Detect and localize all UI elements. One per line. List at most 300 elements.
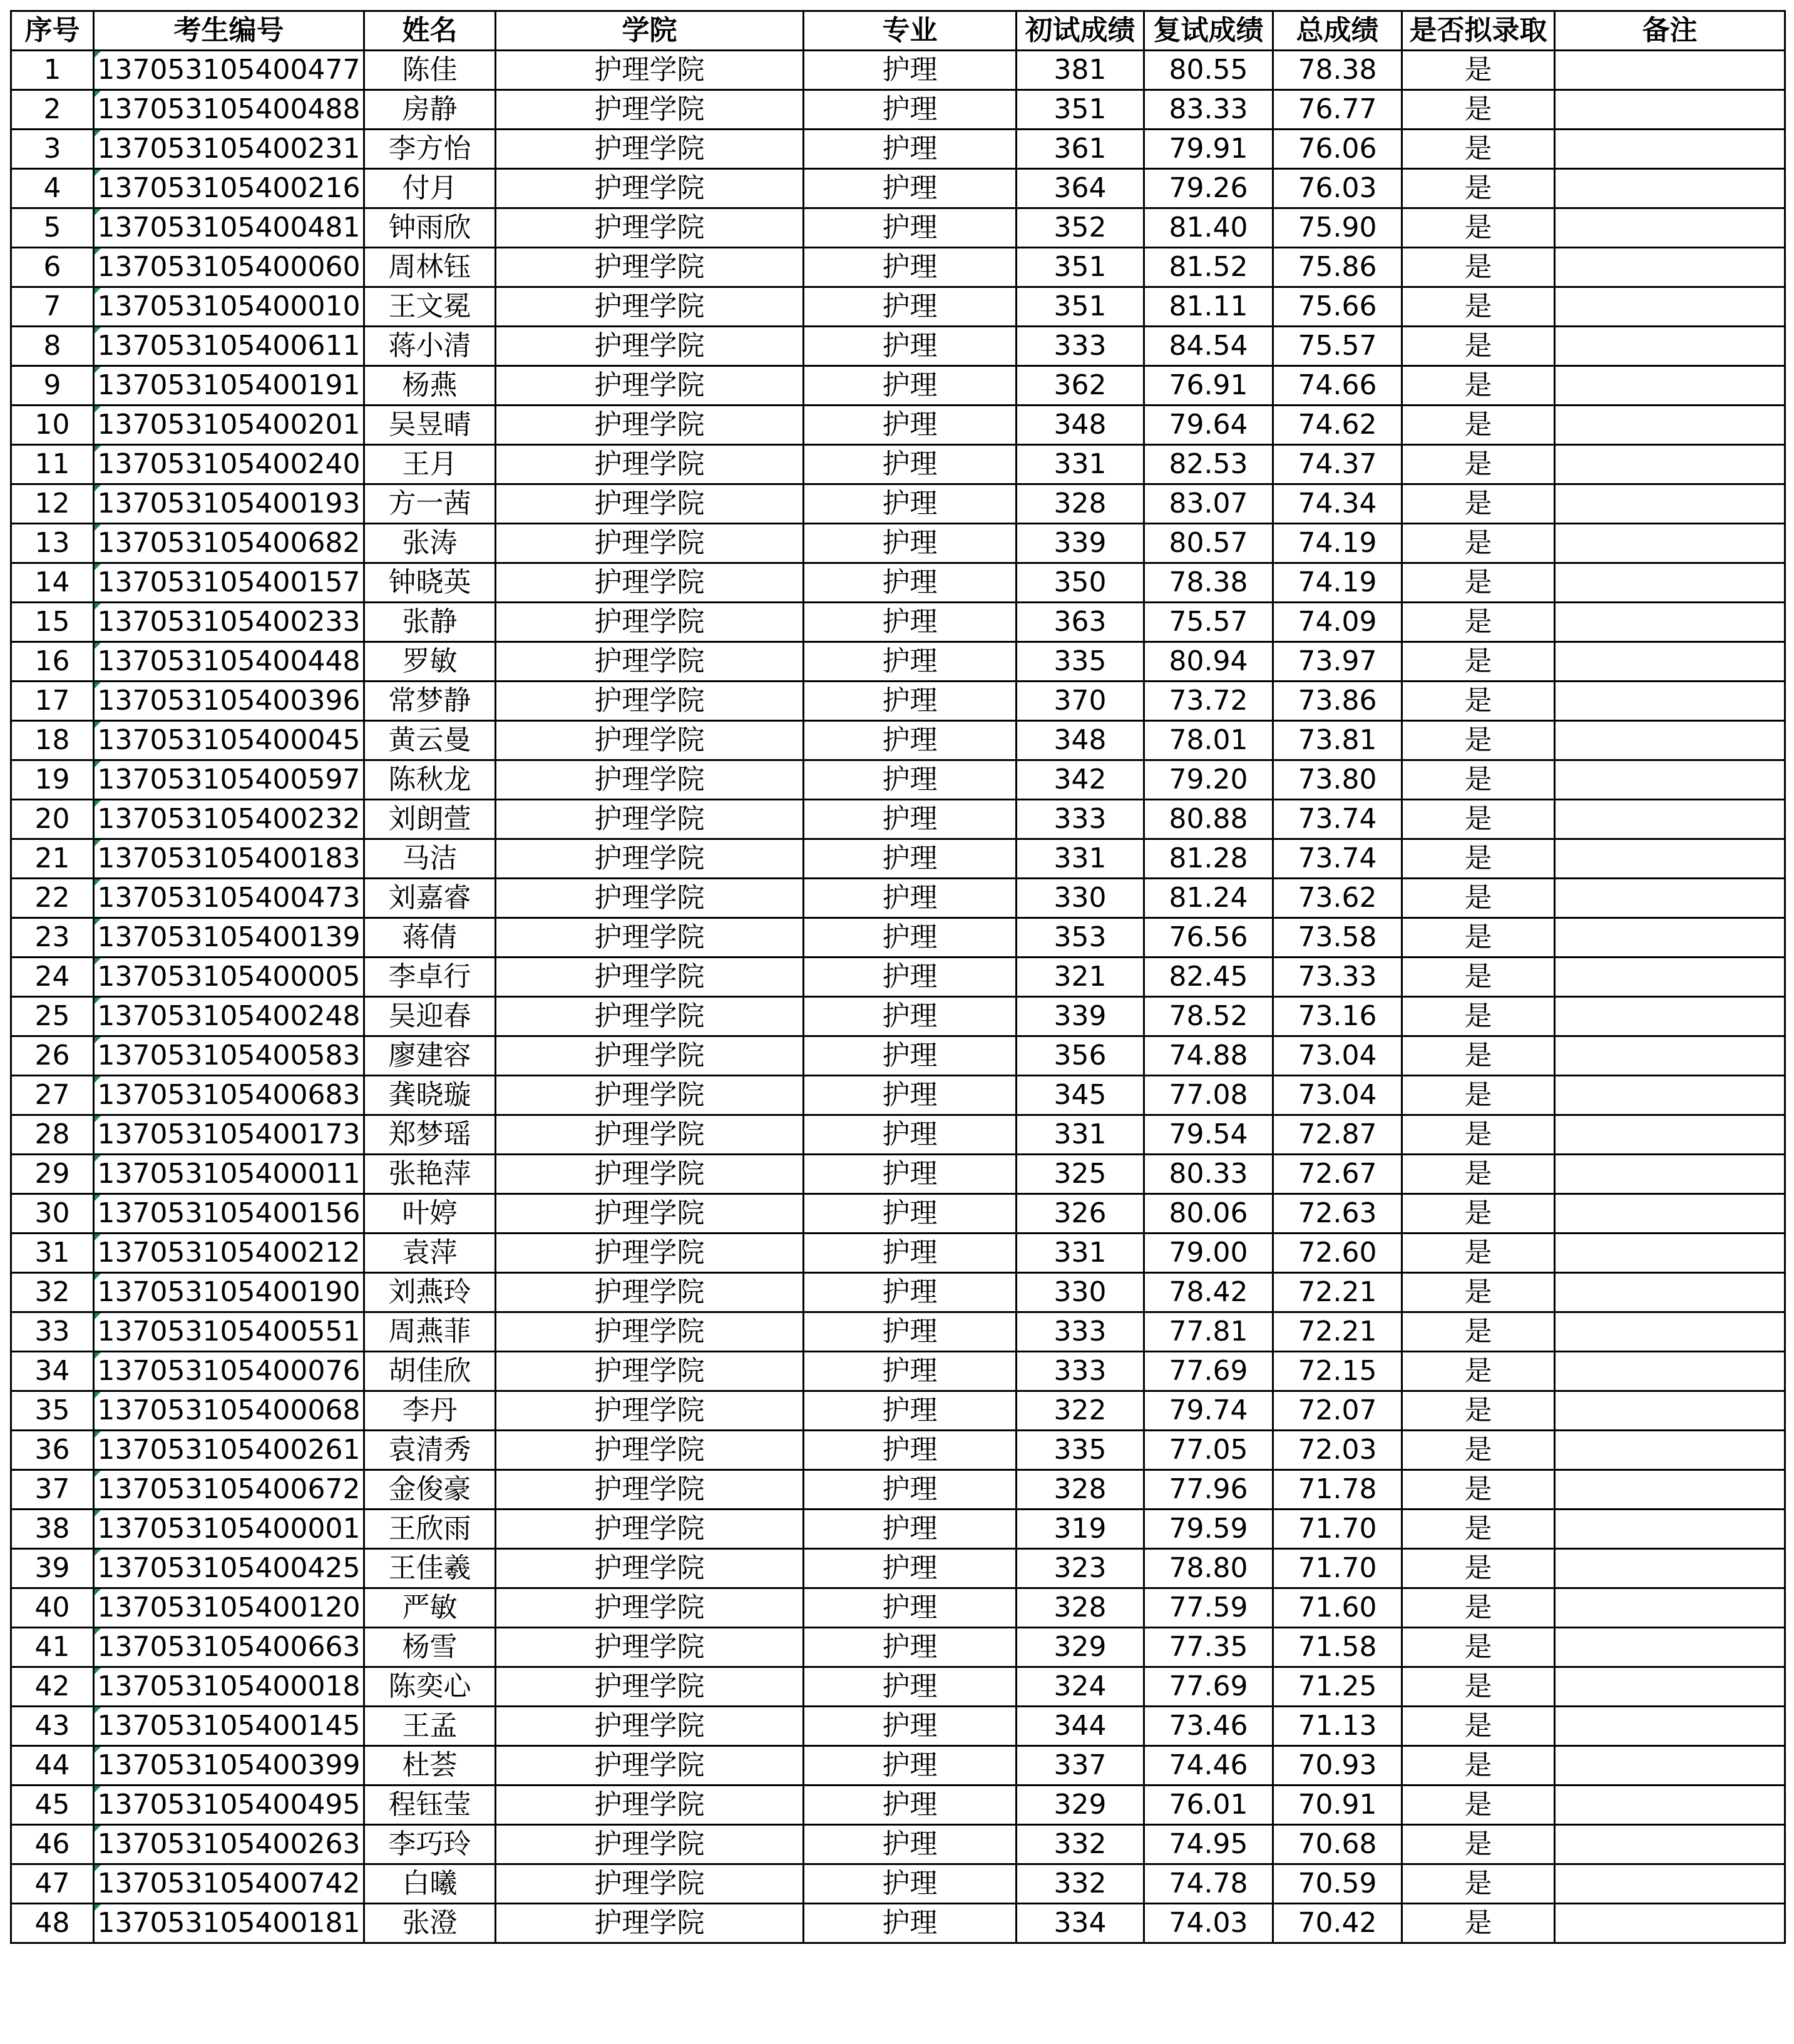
table-row [11,208,1785,248]
header-row [11,11,1785,51]
cell-exam-id: 137053105400683 [94,1076,364,1115]
cell-major: 护理 [804,1746,1017,1786]
cell-college: 护理学院 [496,90,804,130]
cell-college: 护理学院 [496,130,804,169]
cell-prelim-score: 332 [1017,1825,1144,1864]
cell-name: 胡佳欣 [364,1352,496,1391]
cell-admit: 是 [1402,918,1555,958]
cell-prelim-score: 333 [1017,327,1144,366]
cell-college: 护理学院 [496,1864,804,1904]
cell-major: 护理 [804,406,1017,445]
cell-name: 王文冕 [364,287,496,327]
cell-remark [1555,248,1785,287]
admission-table-sheet [10,10,1784,1944]
cell-index: 36 [11,1431,94,1470]
cell-name: 吴昱晴 [364,406,496,445]
cell-exam-id: 137053105400672 [94,1470,364,1510]
table-row [11,1115,1785,1155]
cell-remark [1555,879,1785,918]
cell-name: 杨燕 [364,366,496,406]
cell-retest-score: 82.53 [1144,445,1273,484]
cell-index: 18 [11,721,94,760]
table-row [11,327,1785,366]
cell-prelim-score: 319 [1017,1510,1144,1549]
cell-exam-id: 137053105400011 [94,1155,364,1194]
cell-admit: 是 [1402,1391,1555,1431]
cell-college: 护理学院 [496,997,804,1036]
cell-total-score: 76.03 [1273,169,1402,208]
table-row [11,879,1785,918]
cell-total-score: 75.57 [1273,327,1402,366]
cell-remark [1555,839,1785,879]
cell-admit: 是 [1402,800,1555,839]
cell-remark [1555,169,1785,208]
cell-retest-score: 79.00 [1144,1234,1273,1273]
cell-remark [1555,1904,1785,1943]
cell-retest-score: 79.26 [1144,169,1273,208]
cell-name: 龚晓璇 [364,1076,496,1115]
cell-prelim-score: 339 [1017,524,1144,563]
cell-index: 17 [11,682,94,721]
cell-total-score: 72.21 [1273,1273,1402,1312]
cell-prelim-score: 363 [1017,603,1144,642]
cell-prelim-score: 344 [1017,1707,1144,1746]
cell-index: 5 [11,208,94,248]
cell-major: 护理 [804,1391,1017,1431]
cell-major: 护理 [804,958,1017,997]
cell-remark [1555,1510,1785,1549]
cell-admit: 是 [1402,1786,1555,1825]
cell-index: 44 [11,1746,94,1786]
cell-remark [1555,918,1785,958]
cell-remark [1555,1194,1785,1234]
table-row [11,406,1785,445]
cell-college: 护理学院 [496,445,804,484]
cell-index: 46 [11,1825,94,1864]
cell-admit: 是 [1402,1352,1555,1391]
cell-total-score: 78.38 [1273,51,1402,90]
cell-name: 常梦静 [364,682,496,721]
cell-remark [1555,51,1785,90]
cell-retest-score: 79.20 [1144,760,1273,800]
cell-prelim-score: 323 [1017,1549,1144,1588]
cell-admit: 是 [1402,1825,1555,1864]
cell-index: 32 [11,1273,94,1312]
table-row [11,1391,1785,1431]
cell-retest-score: 77.08 [1144,1076,1273,1115]
cell-exam-id: 137053105400551 [94,1312,364,1352]
table-row [11,1786,1785,1825]
cell-retest-score: 73.72 [1144,682,1273,721]
cell-college: 护理学院 [496,1352,804,1391]
cell-retest-score: 83.07 [1144,484,1273,524]
cell-index: 16 [11,642,94,682]
cell-index: 13 [11,524,94,563]
cell-total-score: 76.77 [1273,90,1402,130]
cell-remark [1555,1628,1785,1667]
cell-prelim-score: 329 [1017,1628,1144,1667]
table-row [11,130,1785,169]
table-row [11,1312,1785,1352]
cell-remark [1555,1036,1785,1076]
cell-index: 28 [11,1115,94,1155]
cell-exam-id: 137053105400663 [94,1628,364,1667]
cell-retest-score: 77.35 [1144,1628,1273,1667]
cell-total-score: 74.66 [1273,366,1402,406]
cell-college: 护理学院 [496,366,804,406]
cell-prelim-score: 352 [1017,208,1144,248]
cell-index: 22 [11,879,94,918]
cell-prelim-score: 325 [1017,1155,1144,1194]
cell-major: 护理 [804,1786,1017,1825]
cell-major: 护理 [804,248,1017,287]
cell-total-score: 72.60 [1273,1234,1402,1273]
cell-index: 19 [11,760,94,800]
cell-major: 护理 [804,1510,1017,1549]
cell-index: 2 [11,90,94,130]
cell-index: 45 [11,1786,94,1825]
cell-college: 护理学院 [496,879,804,918]
cell-name: 罗敏 [364,642,496,682]
cell-prelim-score: 332 [1017,1864,1144,1904]
cell-name: 吴迎春 [364,997,496,1036]
cell-college: 护理学院 [496,603,804,642]
cell-college: 护理学院 [496,1036,804,1076]
cell-admit: 是 [1402,366,1555,406]
cell-exam-id: 137053105400120 [94,1588,364,1628]
cell-admit: 是 [1402,1588,1555,1628]
table-row [11,1707,1785,1746]
cell-exam-id: 137053105400231 [94,130,364,169]
cell-name: 方一茜 [364,484,496,524]
cell-major: 护理 [804,51,1017,90]
cell-college: 护理学院 [496,1746,804,1786]
cell-exam-id: 137053105400233 [94,603,364,642]
cell-admit: 是 [1402,1194,1555,1234]
cell-name: 严敏 [364,1588,496,1628]
cell-major: 护理 [804,90,1017,130]
cell-name: 袁清秀 [364,1431,496,1470]
cell-admit: 是 [1402,1510,1555,1549]
cell-admit: 是 [1402,1549,1555,1588]
cell-college: 护理学院 [496,1115,804,1155]
cell-remark [1555,1234,1785,1273]
cell-index: 33 [11,1312,94,1352]
cell-admit: 是 [1402,524,1555,563]
cell-remark [1555,208,1785,248]
cell-index: 25 [11,997,94,1036]
cell-prelim-score: 342 [1017,760,1144,800]
cell-admit: 是 [1402,208,1555,248]
table-row [11,1825,1785,1864]
cell-retest-score: 76.91 [1144,366,1273,406]
table-row [11,484,1785,524]
table-row [11,1904,1785,1943]
cell-college: 护理学院 [496,1391,804,1431]
cell-retest-score: 80.33 [1144,1155,1273,1194]
cell-exam-id: 137053105400495 [94,1786,364,1825]
cell-college: 护理学院 [496,287,804,327]
cell-name: 叶婷 [364,1194,496,1234]
cell-college: 护理学院 [496,1588,804,1628]
cell-admit: 是 [1402,484,1555,524]
cell-exam-id: 137053105400682 [94,524,364,563]
cell-college: 护理学院 [496,958,804,997]
cell-index: 26 [11,1036,94,1076]
cell-name: 郑梦瑶 [364,1115,496,1155]
cell-major: 护理 [804,1825,1017,1864]
cell-retest-score: 79.54 [1144,1115,1273,1155]
cell-name: 程钰莹 [364,1786,496,1825]
cell-major: 护理 [804,1628,1017,1667]
cell-prelim-score: 328 [1017,484,1144,524]
cell-prelim-score: 348 [1017,406,1144,445]
cell-prelim-score: 331 [1017,1115,1144,1155]
cell-name: 黄云曼 [364,721,496,760]
cell-name: 王欣雨 [364,1510,496,1549]
cell-total-score: 71.58 [1273,1628,1402,1667]
cell-retest-score: 84.54 [1144,327,1273,366]
cell-total-score: 75.66 [1273,287,1402,327]
table-row [11,1667,1785,1707]
cell-major: 护理 [804,1155,1017,1194]
header-retest-score: 复试成绩 [1144,11,1273,51]
cell-major: 护理 [804,169,1017,208]
table-row [11,1194,1785,1234]
cell-name: 袁萍 [364,1234,496,1273]
cell-retest-score: 83.33 [1144,90,1273,130]
cell-major: 护理 [804,721,1017,760]
cell-total-score: 73.74 [1273,800,1402,839]
cell-college: 护理学院 [496,642,804,682]
cell-major: 护理 [804,839,1017,879]
cell-name: 房静 [364,90,496,130]
cell-retest-score: 80.57 [1144,524,1273,563]
cell-admit: 是 [1402,1115,1555,1155]
cell-exam-id: 137053105400156 [94,1194,364,1234]
cell-prelim-score: 364 [1017,169,1144,208]
cell-college: 护理学院 [496,563,804,603]
cell-retest-score: 81.24 [1144,879,1273,918]
cell-prelim-score: 331 [1017,839,1144,879]
header-college: 学院 [496,11,804,51]
cell-exam-id: 137053105400611 [94,327,364,366]
cell-name: 付月 [364,169,496,208]
cell-total-score: 74.37 [1273,445,1402,484]
cell-index: 47 [11,1864,94,1904]
cell-name: 刘朗萱 [364,800,496,839]
cell-remark [1555,563,1785,603]
cell-total-score: 74.19 [1273,563,1402,603]
cell-retest-score: 81.11 [1144,287,1273,327]
cell-total-score: 74.09 [1273,603,1402,642]
cell-major: 护理 [804,800,1017,839]
cell-total-score: 75.90 [1273,208,1402,248]
table-row [11,1746,1785,1786]
cell-name: 刘嘉睿 [364,879,496,918]
cell-admit: 是 [1402,248,1555,287]
cell-admit: 是 [1402,169,1555,208]
cell-retest-score: 81.40 [1144,208,1273,248]
cell-total-score: 72.07 [1273,1391,1402,1431]
cell-remark [1555,1588,1785,1628]
cell-prelim-score: 351 [1017,90,1144,130]
cell-major: 护理 [804,760,1017,800]
table-row [11,1076,1785,1115]
cell-college: 护理学院 [496,248,804,287]
header-name: 姓名 [364,11,496,51]
cell-name: 张静 [364,603,496,642]
cell-index: 30 [11,1194,94,1234]
cell-major: 护理 [804,1667,1017,1707]
cell-college: 护理学院 [496,1155,804,1194]
table-row [11,682,1785,721]
cell-prelim-score: 337 [1017,1746,1144,1786]
cell-college: 护理学院 [496,1786,804,1825]
cell-admit: 是 [1402,445,1555,484]
cell-admit: 是 [1402,997,1555,1036]
cell-admit: 是 [1402,90,1555,130]
cell-major: 护理 [804,682,1017,721]
cell-exam-id: 137053105400448 [94,642,364,682]
cell-total-score: 73.16 [1273,997,1402,1036]
cell-total-score: 73.81 [1273,721,1402,760]
cell-prelim-score: 381 [1017,51,1144,90]
cell-total-score: 73.58 [1273,918,1402,958]
cell-index: 11 [11,445,94,484]
cell-exam-id: 137053105400191 [94,366,364,406]
cell-total-score: 73.74 [1273,839,1402,879]
cell-admit: 是 [1402,760,1555,800]
cell-major: 护理 [804,1588,1017,1628]
table-row [11,1510,1785,1549]
cell-remark [1555,721,1785,760]
cell-admit: 是 [1402,642,1555,682]
cell-name: 李丹 [364,1391,496,1431]
cell-college: 护理学院 [496,524,804,563]
cell-total-score: 70.42 [1273,1904,1402,1943]
cell-remark [1555,406,1785,445]
cell-exam-id: 137053105400139 [94,918,364,958]
cell-total-score: 73.80 [1273,760,1402,800]
cell-admit: 是 [1402,1273,1555,1312]
cell-prelim-score: 351 [1017,287,1144,327]
cell-exam-id: 137053105400076 [94,1352,364,1391]
cell-index: 40 [11,1588,94,1628]
cell-total-score: 72.63 [1273,1194,1402,1234]
cell-index: 48 [11,1904,94,1943]
cell-index: 27 [11,1076,94,1115]
table-row [11,1549,1785,1588]
cell-remark [1555,682,1785,721]
cell-exam-id: 137053105400597 [94,760,364,800]
cell-retest-score: 74.78 [1144,1864,1273,1904]
cell-college: 护理学院 [496,51,804,90]
cell-total-score: 71.13 [1273,1707,1402,1746]
cell-exam-id: 137053105400261 [94,1431,364,1470]
cell-admit: 是 [1402,1036,1555,1076]
cell-name: 陈佳 [364,51,496,90]
cell-remark [1555,130,1785,169]
cell-major: 护理 [804,642,1017,682]
cell-index: 8 [11,327,94,366]
cell-total-score: 70.59 [1273,1864,1402,1904]
cell-remark [1555,1076,1785,1115]
cell-prelim-score: 331 [1017,445,1144,484]
cell-total-score: 72.03 [1273,1431,1402,1470]
table-row [11,1273,1785,1312]
cell-retest-score: 75.57 [1144,603,1273,642]
table-row [11,287,1785,327]
table-row [11,1470,1785,1510]
cell-prelim-score: 362 [1017,366,1144,406]
cell-college: 护理学院 [496,1825,804,1864]
cell-prelim-score: 324 [1017,1667,1144,1707]
cell-admit: 是 [1402,839,1555,879]
cell-exam-id: 137053105400157 [94,563,364,603]
cell-total-score: 76.06 [1273,130,1402,169]
cell-index: 41 [11,1628,94,1667]
header-prelim-score: 初试成绩 [1017,11,1144,51]
cell-name: 王月 [364,445,496,484]
cell-index: 23 [11,918,94,958]
table-row [11,366,1785,406]
cell-prelim-score: 348 [1017,721,1144,760]
cell-retest-score: 79.59 [1144,1510,1273,1549]
cell-exam-id: 137053105400212 [94,1234,364,1273]
cell-total-score: 74.34 [1273,484,1402,524]
table-row [11,1588,1785,1628]
cell-retest-score: 80.55 [1144,51,1273,90]
cell-remark [1555,958,1785,997]
table-row [11,997,1785,1036]
cell-retest-score: 77.05 [1144,1431,1273,1470]
cell-retest-score: 78.38 [1144,563,1273,603]
cell-prelim-score: 351 [1017,248,1144,287]
cell-total-score: 71.60 [1273,1588,1402,1628]
cell-major: 护理 [804,918,1017,958]
table-row [11,603,1785,642]
cell-total-score: 71.25 [1273,1667,1402,1707]
cell-name: 张涛 [364,524,496,563]
cell-remark [1555,366,1785,406]
cell-exam-id: 137053105400181 [94,1904,364,1943]
cell-major: 护理 [804,997,1017,1036]
cell-college: 护理学院 [496,1312,804,1352]
cell-total-score: 72.87 [1273,1115,1402,1155]
table-row [11,958,1785,997]
cell-name: 廖建容 [364,1036,496,1076]
table-row [11,169,1785,208]
cell-college: 护理学院 [496,1667,804,1707]
cell-total-score: 70.93 [1273,1746,1402,1786]
cell-major: 护理 [804,563,1017,603]
cell-name: 李卓行 [364,958,496,997]
cell-admit: 是 [1402,130,1555,169]
cell-index: 31 [11,1234,94,1273]
cell-exam-id: 137053105400005 [94,958,364,997]
cell-college: 护理学院 [496,800,804,839]
cell-total-score: 73.97 [1273,642,1402,682]
cell-index: 29 [11,1155,94,1194]
cell-exam-id: 137053105400742 [94,1864,364,1904]
cell-admit: 是 [1402,1312,1555,1352]
cell-prelim-score: 330 [1017,1273,1144,1312]
cell-exam-id: 137053105400481 [94,208,364,248]
cell-exam-id: 137053105400001 [94,1510,364,1549]
cell-total-score: 73.33 [1273,958,1402,997]
cell-remark [1555,524,1785,563]
